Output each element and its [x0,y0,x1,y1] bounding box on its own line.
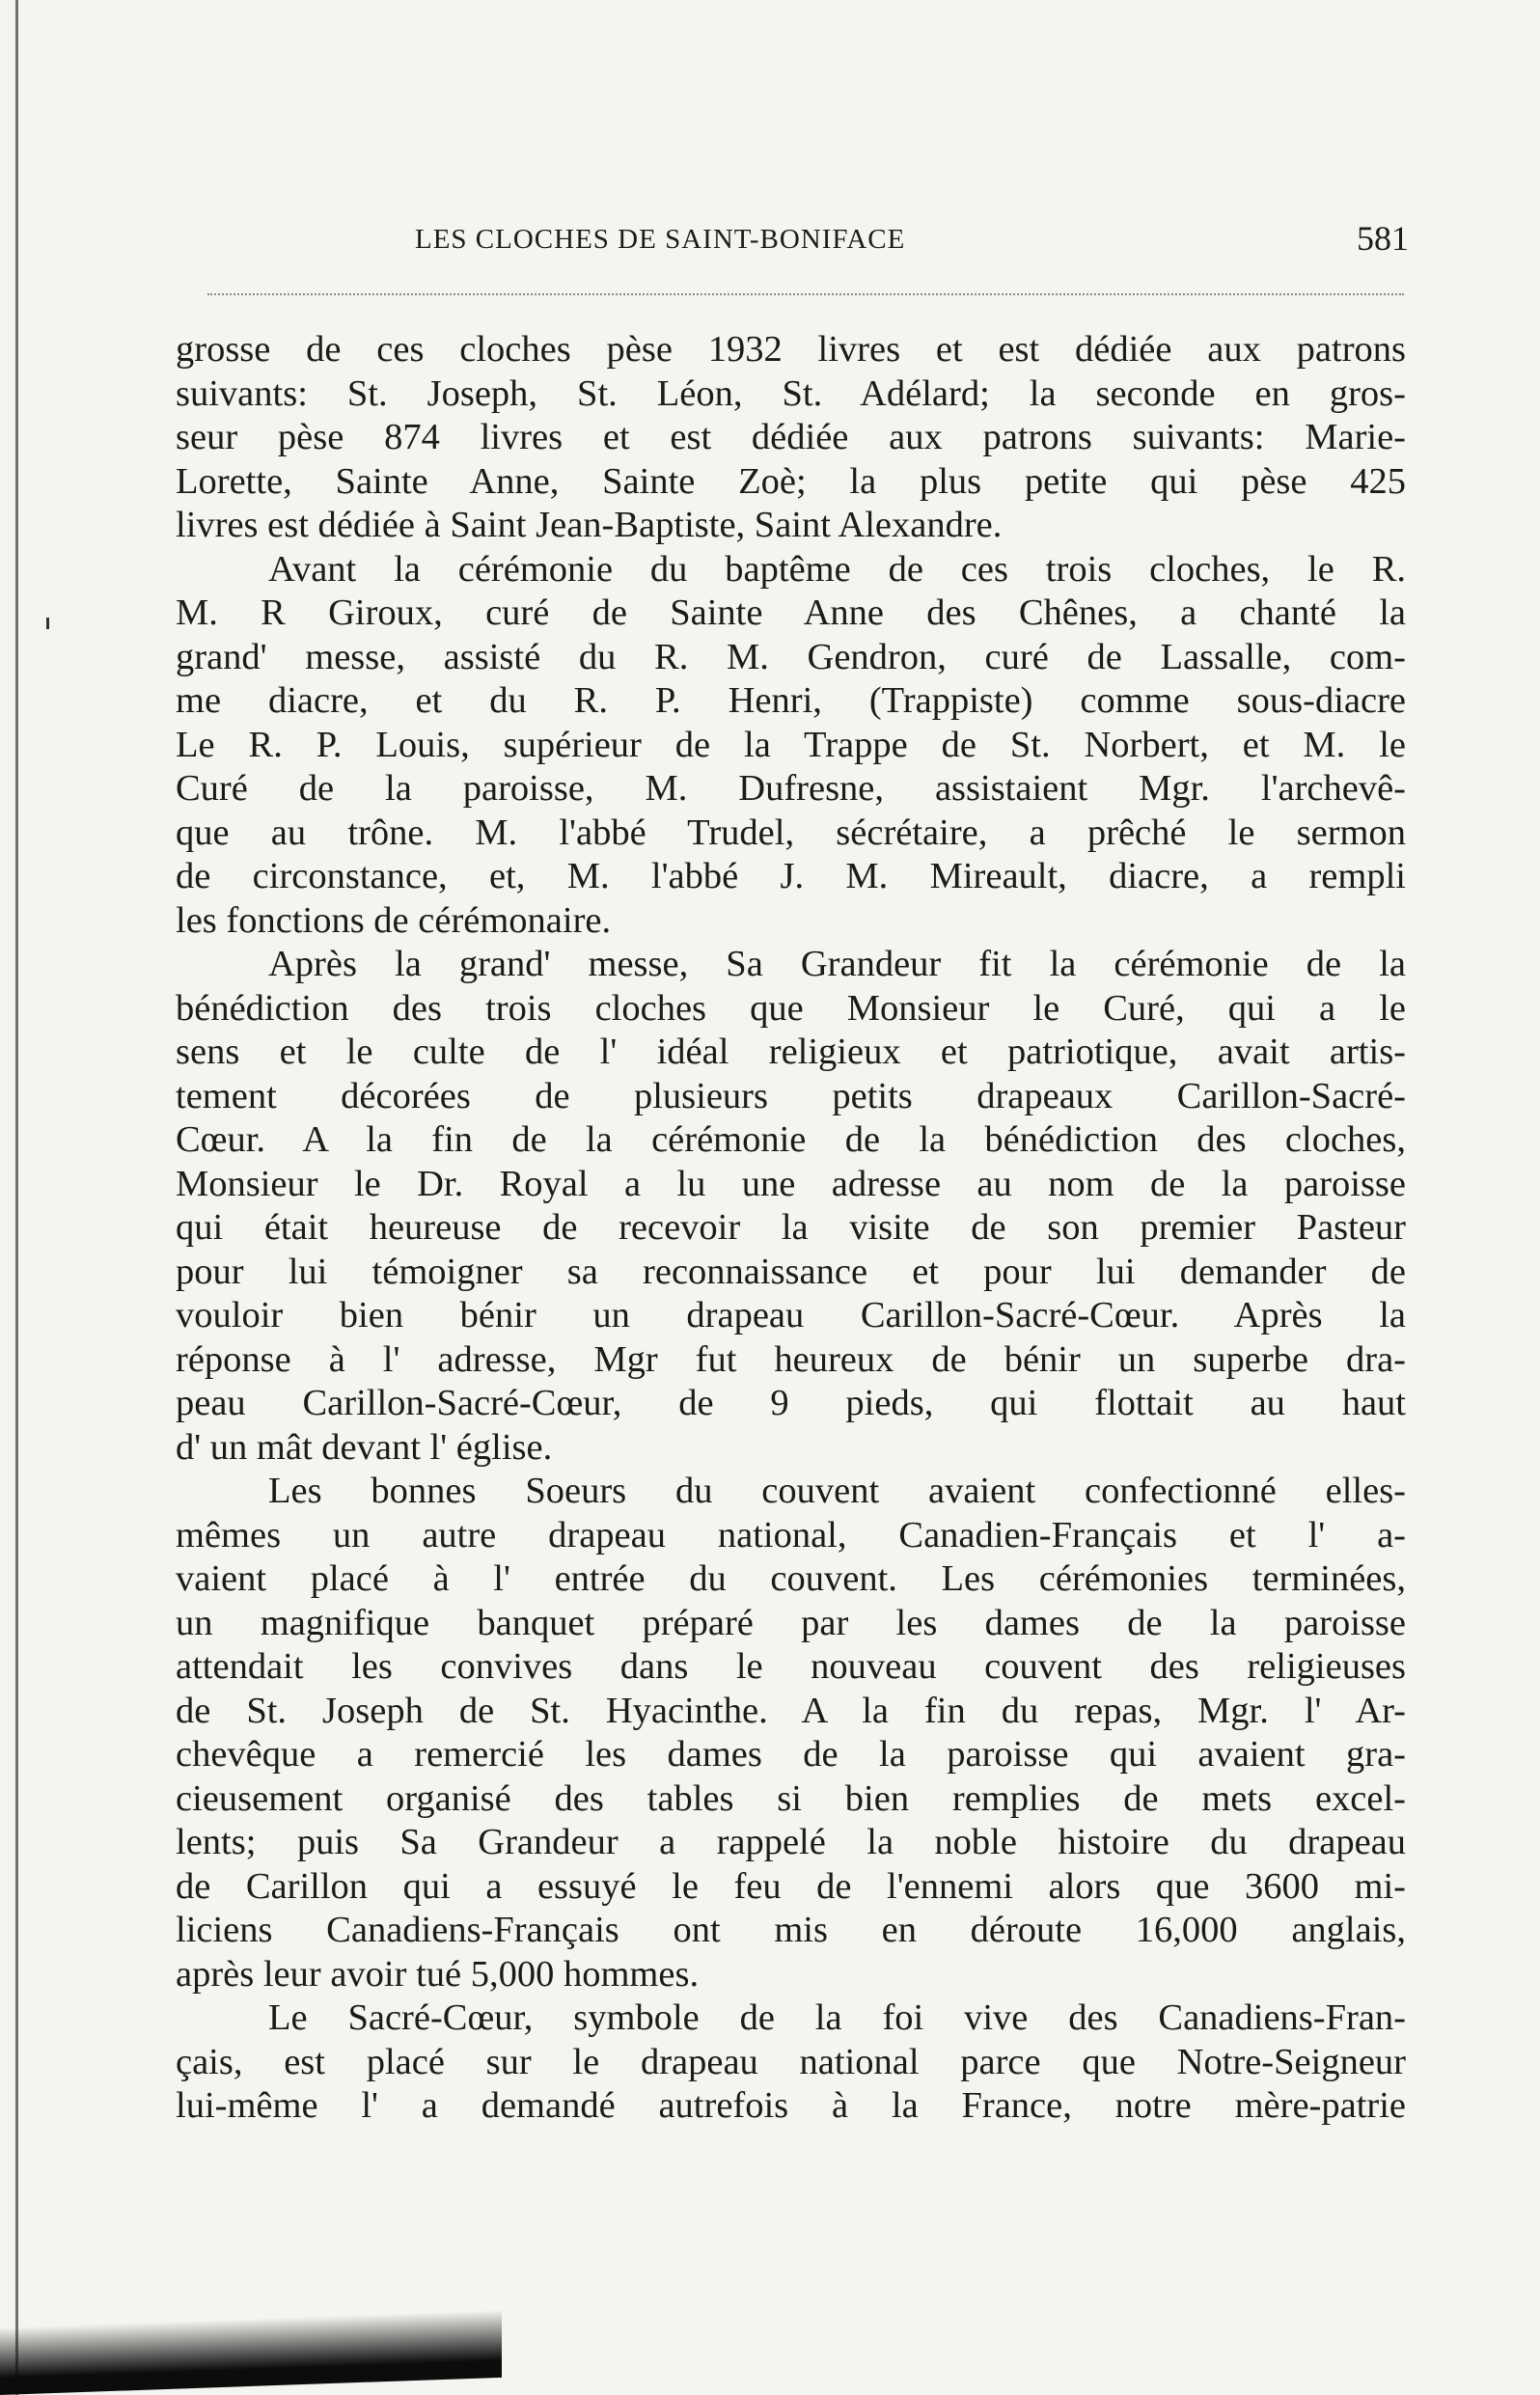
text-line: Le R. P. Louis, supérieur de la Trappe de St. Norbert, et M. le [176,724,1406,765]
text-line: seur pèse 874 livres et est dédiée aux patrons suivants: Marie- [176,417,1406,457]
text-line: çais, est placé sur le drapeau national parce que Notre-Seigneur [176,2041,1406,2082]
page-header [415,219,1409,272]
margin-mark [46,618,49,629]
text-line: grand' messe, assisté du R. M. Gendron, curé de Lassalle, com- [176,636,1406,677]
text-line: mêmes un autre drapeau national, Canadien-Français et l' a- [176,1514,1406,1555]
text-line: liciens Canadiens-Français ont mis en déroute 16,000 anglais, [176,1910,1406,1950]
text-line: Après la grand' messe, Sa Grandeur fit la cérémonie de la [268,944,1406,984]
text-line: d' un mât devant l' église. [176,1426,553,1468]
text-line: qui était heureuse de recevoir la visite de son premier Pasteur [176,1207,1406,1248]
body-text [176,328,1406,2129]
paragraph [176,943,1406,1470]
text-line: lents; puis Sa Grandeur a rappelé la noble histoire du drapeau [176,1822,1406,1862]
text-line: Lorette, Sainte Anne, Sainte Zoè; la plus petite qui pèse 425 [176,460,1406,502]
text-line: un magnifique banquet préparé par les dames de la paroisse [176,1602,1406,1643]
text-line: bénédiction des trois cloches que Monsieur le Curé, qui a le [176,987,1406,1029]
text-line: tement décorées de plusieurs petits drapeaux Carillon-Sacré- [176,1075,1406,1116]
text-line: vaient placé à l' entrée du couvent. Les cérémonies terminées, [176,1558,1406,1599]
text-line: attendait les convives dans le nouveau couvent des religieuses [176,1646,1406,1687]
text-line: les fonctions de cérémonaire. [176,899,612,941]
text-line: de St. Joseph de St. Hyacinthe. A la fin du repas, Mgr. l' Ar- [176,1690,1406,1731]
text-line: de circonstance, et, M. l'abbé J. M. Mireault, diacre, a rempli [176,856,1406,896]
text-line: Avant la cérémonie du baptême de ces trois cloches, le R. [268,548,1406,590]
text-line: Le Sacré-Cœur, symbole de la foi vive des Canadiens-Fran- [268,1997,1406,2038]
page-number: 581 [1357,219,1409,258]
text-line: me diacre, et du R. P. Henri, (Trappiste) comme sous-diacre [176,680,1406,721]
text-line: cieusement organisé des tables si bien remplies de mets excel- [176,1777,1406,1819]
text-line: après leur avoir tué 5,000 hommes. [176,1953,700,1995]
page-left-edge [15,0,18,2395]
running-title: LES CLOCHES DE SAINT-BONIFACE [415,224,906,255]
text-line: Monsieur le Dr. Royal a lu une adresse au nom de la paroisse [176,1163,1406,1204]
text-line: sens et le culte de l' idéal religieux et patriotique, avait artis- [176,1032,1406,1072]
text-line: vouloir bien bénir un drapeau Carillon-Sacré-Cœur. Après la [176,1295,1406,1335]
text-line: suivants: St. Joseph, St. Léon, St. Adélard; la seconde en gros- [176,372,1406,414]
paragraph [176,1996,1406,2129]
text-line: lui-même l' a demandé autrefois à la France, notre mère-patrie [176,2085,1406,2126]
text-line: Cœur. A la fin de la cérémonie de la bénédiction des cloches, [176,1119,1406,1160]
text-line: grosse de ces cloches pèse 1932 livres et est dédiée aux patrons [176,329,1406,370]
paragraph [176,328,1406,548]
paragraph [176,548,1406,944]
text-line: pour lui témoigner sa reconnaissance et pour lui demander de [176,1251,1406,1292]
text-line: réponse à l' adresse, Mgr fut heureux de bénir un superbe dra- [176,1338,1406,1380]
paragraph [176,1470,1406,1996]
text-line: Curé de la paroisse, M. Dufresne, assistaient Mgr. l'archevê- [176,768,1406,809]
text-line: livres est dédiée à Saint Jean-Baptiste, Saint Alexandre. [176,505,1003,545]
text-line: chevêque a remercié les dames de la paroisse qui avaient gra- [176,1734,1406,1775]
text-line: peau Carillon-Sacré-Cœur, de 9 pieds, qui flottait au haut [176,1383,1406,1423]
text-line: de Carillon qui a essuyé le feu de l'ennemi alors que 3600 mi- [176,1865,1406,1907]
scan-shadow [0,2310,502,2395]
text-line: que au trône. M. l'abbé Trudel, sécrétaire, a prêché le sermon [176,812,1406,853]
text-line: M. R Giroux, curé de Sainte Anne des Chênes, a chanté la [176,592,1406,633]
header-rule [207,293,1404,295]
text-line: Les bonnes Soeurs du couvent avaient confectionné elles- [268,1471,1406,1511]
